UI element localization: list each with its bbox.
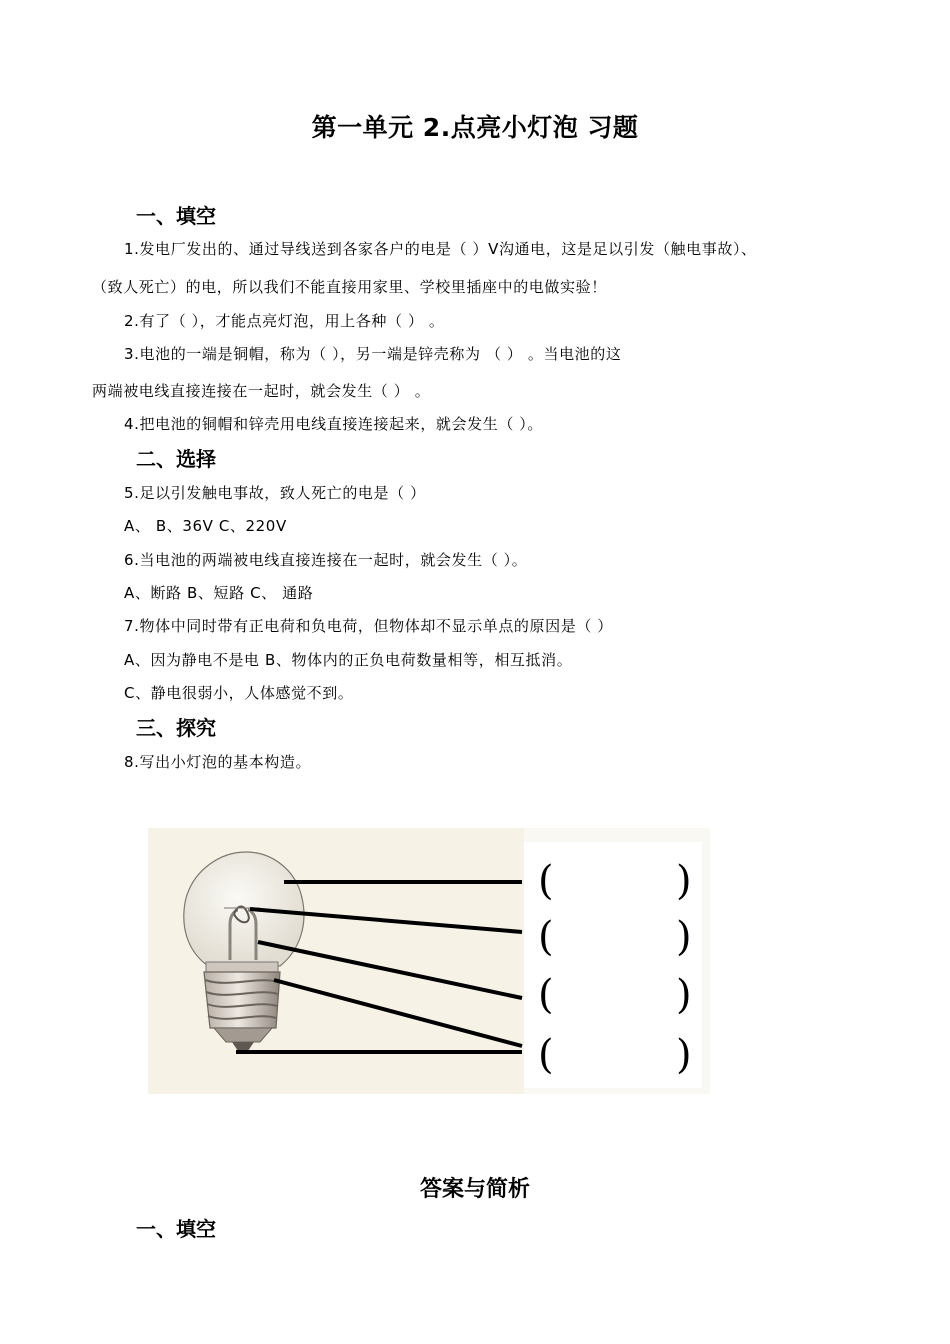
question-2: 2.有了（ ），才能点亮灯泡，用上各种（ ） 。 bbox=[124, 312, 445, 330]
section-heading-answers-fill: 一、填空 bbox=[136, 1217, 216, 1241]
bracket-open-2: ( bbox=[538, 914, 554, 960]
bracket-close-4: ) bbox=[676, 1032, 692, 1078]
question-3-line-1: 3.电池的一端是铜帽，称为（ ），另一端是锌壳称为 （ ） 。当电池的这 bbox=[124, 345, 622, 363]
section-heading-explore: 三、探究 bbox=[136, 716, 216, 740]
question-6-options: A、断路 B、短路 C、 通路 bbox=[124, 584, 314, 602]
question-7-options-ab: A、因为静电不是电 B、物体内的正负电荷数量相等，相互抵消。 bbox=[124, 651, 573, 669]
section-heading-choice: 二、选择 bbox=[136, 447, 216, 471]
question-4: 4.把电池的铜帽和锌壳用电线直接连接起来，就会发生（ ）。 bbox=[124, 415, 543, 433]
section-heading-fill: 一、填空 bbox=[136, 204, 216, 228]
question-7-option-c: C、静电很弱小，人体感觉不到。 bbox=[124, 684, 354, 702]
question-3-line-2: 两端被电线直接连接在一起时，就会发生（ ） 。 bbox=[92, 382, 431, 400]
bracket-close-3: ) bbox=[676, 972, 692, 1018]
question-1-line-1: 1.发电厂发出的、通过导线送到各家各户的电是（ ）V沟通电，这是足以引发（触电事故）、 bbox=[124, 240, 757, 258]
answers-title: 答案与简析 bbox=[419, 1177, 530, 1202]
bracket-close-1: ) bbox=[676, 858, 692, 904]
question-8: 8.写出小灯泡的基本构造。 bbox=[124, 753, 312, 771]
bracket-close-2: ) bbox=[676, 914, 692, 960]
bracket-open-3: ( bbox=[538, 972, 554, 1018]
question-5-options: A、 B、36V C、220V bbox=[124, 517, 287, 535]
bracket-open-1: ( bbox=[538, 858, 554, 904]
page-title: 第一单元 2.点亮小灯泡 习题 bbox=[311, 113, 639, 142]
question-1-line-2: （致人死亡）的电，所以我们不能直接用家里、学校里插座中的电做实验！ bbox=[92, 278, 607, 296]
question-6: 6.当电池的两端被电线直接连接在一起时，就会发生（ ）。 bbox=[124, 551, 528, 569]
question-5: 5.足以引发触电事故，致人死亡的电是（ ） bbox=[124, 484, 426, 502]
light-bulb-diagram bbox=[148, 828, 710, 1094]
bracket-open-4: ( bbox=[538, 1032, 554, 1078]
question-7: 7.物体中同时带有正电荷和负电荷，但物体却不显示单点的原因是（ ） bbox=[124, 617, 613, 635]
